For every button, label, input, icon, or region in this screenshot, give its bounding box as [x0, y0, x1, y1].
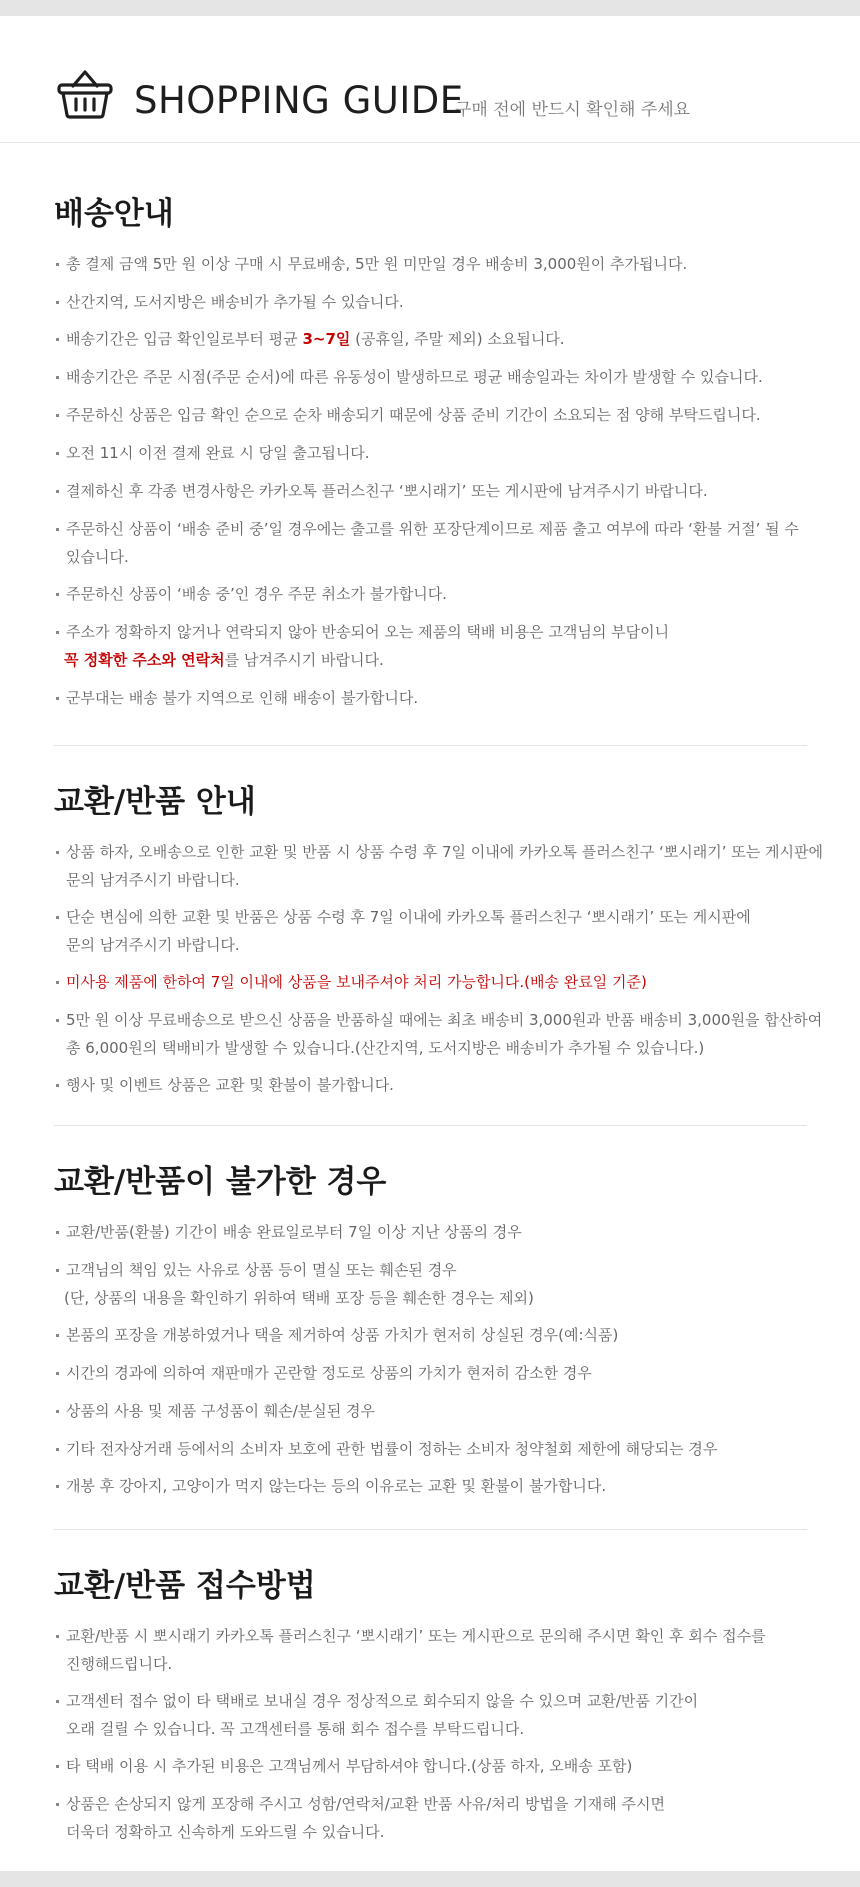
bottom-strip — [0, 1871, 860, 1887]
divider — [54, 1529, 807, 1530]
section-title: 교환/반품이 불가한 경우 — [54, 1164, 387, 1200]
list-item: 군부대는 배송 불가 지역으로 인해 배송이 불가합니다. — [54, 684, 814, 712]
list-item: 고객님의 책임 있는 사유로 상품 등이 멸실 또는 훼손된 경우 (단, 상품의 내용을 확인하기 위하여 택배 포장 등을 훼손한 경우는 제외) — [54, 1256, 814, 1312]
list-item: 행사 및 이벤트 상품은 교환 및 환불이 불가합니다. — [54, 1071, 814, 1099]
list-item: 결제하신 후 각종 변경사항은 카카오톡 플러스친구 ‘뽀시래기’ 또는 게시판에 남겨주시기 바랍니다. — [54, 477, 814, 505]
list-item: 시간의 경과에 의하여 재판매가 곤란할 정도로 상품의 가치가 현저히 감소한 경우 — [54, 1359, 814, 1387]
section-shipping — [54, 188, 807, 707]
section-method — [54, 1560, 807, 1841]
list-item: 배송기간은 주문 시점(주문 순서)에 따른 유동성이 발생하므로 평균 배송일과는 차이가 발생할 수 있습니다. — [54, 363, 814, 391]
guide-header — [0, 16, 860, 143]
divider — [54, 745, 807, 746]
list-item: 상품 하자, 오배송으로 인한 교환 및 반품 시 상품 수령 후 7일 이내에 카카오톡 플러스친구 ‘뽀시래기’ 또는 게시판에 문의 남겨주시기 바랍니다. — [54, 838, 814, 894]
list-item: 타 택배 이용 시 추가된 비용은 고객님께서 부담하셔야 합니다.(상품 하자, 오배송 포함) — [54, 1752, 814, 1780]
list-item: 단순 변심에 의한 교환 및 반품은 상품 수령 후 7일 이내에 카카오톡 플러스친구 ‘뽀시래기’ 또는 게시판에 문의 남겨주시기 바랍니다. — [54, 903, 814, 959]
list-item: 주문하신 상품은 입금 확인 순으로 순차 배송되기 때문에 상품 준비 기간이 소요되는 점 양해 부탁드립니다. — [54, 401, 814, 429]
section-exchange — [54, 776, 823, 1094]
list-item: 5만 원 이상 무료배송으로 받으신 상품을 반품하실 때에는 최초 배송비 3,000원과 반품 배송비 3,000원을 합산하여 총 6,000원의 택배비가 발생할 수 있습니다.(산간지역, 도서지방은 배송비가 추가될 수 있습니다.) — [54, 1006, 814, 1062]
basket-icon — [57, 68, 113, 120]
section-not-allowed — [54, 1156, 807, 1495]
list-item: 본품의 포장을 개봉하였거나 택을 제거하여 상품 가치가 현저히 상실된 경우(예:식품) — [54, 1321, 814, 1349]
list-item: 개봉 후 강아지, 고양이가 먹지 않는다는 등의 이유로는 교환 및 환불이 불가합니다. — [54, 1472, 814, 1500]
list-item: 기타 전자상거래 등에서의 소비자 보호에 관한 법률이 정하는 소비자 청약철회 제한에 해당되는 경우 — [54, 1435, 814, 1463]
divider — [54, 1125, 807, 1126]
list-item-highlight: 미사용 제품에 한하여 7일 이내에 상품을 보내주셔야 처리 가능합니다.(배송 완료일 기준) — [54, 968, 814, 996]
list-item: 배송기간은 입금 확인일로부터 평균 3~7일 (공휴일, 주말 제외) 소요됩니다. — [54, 325, 814, 353]
page-subtitle: 구매 전에 반드시 확인해 주세요 — [455, 100, 691, 120]
list-item: 주문하신 상품이 ‘배송 준비 중’일 경우에는 출고를 위한 포장단계이므로 제품 출고 여부에 따라 ‘환불 거절’ 될 수 있습니다. — [54, 515, 814, 571]
section-title: 교환/반품 접수방법 — [54, 1568, 316, 1604]
list-item: 오전 11시 이전 결제 완료 시 당일 출고됩니다. — [54, 439, 814, 467]
list-item: 고객센터 접수 없이 타 택배로 보내실 경우 정상적으로 회수되지 않을 수 있으며 교환/반품 기간이 오래 걸릴 수 있습니다. 꼭 고객센터를 통해 회수 접수를 부탁드립니다. — [54, 1687, 814, 1743]
list-item: 교환/반품(환불) 기간이 배송 완료일로부터 7일 이상 지난 상품의 경우 — [54, 1218, 814, 1246]
list-item: 상품은 손상되지 않게 포장해 주시고 성함/연락처/교환 반품 사유/처리 방법을 기재해 주시면 더욱더 정확하고 신속하게 도와드릴 수 있습니다. — [54, 1790, 814, 1846]
list-item: 교환/반품 시 뽀시래기 카카오톡 플러스친구 ‘뽀시래기’ 또는 게시판으로 문의해 주시면 확인 후 회수 접수를 진행해드립니다. — [54, 1622, 814, 1678]
list-item: 총 결제 금액 5만 원 이상 구매 시 무료배송, 5만 원 미만일 경우 배송비 3,000원이 추가됩니다. — [54, 250, 814, 278]
section-title: 교환/반품 안내 — [54, 784, 256, 820]
top-strip — [0, 0, 860, 16]
list-item: 주소가 정확하지 않거나 연락되지 않아 반송되어 오는 제품의 택배 비용은 고객님의 부담이니 꼭 정확한 주소와 연락처를 남겨주시기 바랍니다. — [54, 618, 814, 674]
page-title: SHOPPING GUIDE — [134, 79, 464, 122]
list-item: 상품의 사용 및 제품 구성품이 훼손/분실된 경우 — [54, 1397, 814, 1425]
list-item: 산간지역, 도서지방은 배송비가 추가될 수 있습니다. — [54, 288, 814, 316]
list-item: 주문하신 상품이 ‘배송 중’인 경우 주문 취소가 불가합니다. — [54, 580, 814, 608]
section-title: 배송안내 — [54, 196, 174, 232]
